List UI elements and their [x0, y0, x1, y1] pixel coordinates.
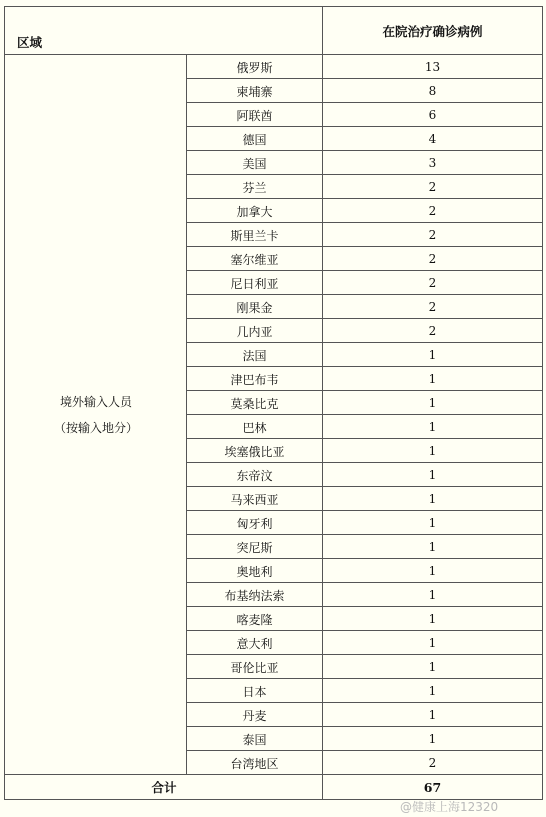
cases-value: 1	[428, 564, 437, 578]
country-name: 日本	[242, 684, 267, 699]
country-name: 法国	[242, 348, 267, 363]
row-divider	[186, 486, 542, 487]
cases-cell	[323, 631, 542, 655]
country-cell	[187, 631, 322, 655]
country-name: 台湾地区	[230, 756, 279, 771]
cases-cell	[323, 511, 542, 535]
cases-cell	[323, 655, 542, 679]
country-name: 刚果金	[236, 300, 273, 315]
cases-cell	[323, 79, 542, 103]
country-cell	[187, 247, 322, 271]
cases-value: 1	[428, 540, 437, 554]
row-divider	[186, 390, 542, 391]
cases-cell	[323, 607, 542, 631]
country-cell	[187, 559, 322, 583]
country-name: 美国	[242, 156, 267, 171]
cases-value: 2	[428, 204, 437, 218]
country-cell	[187, 487, 322, 511]
cases-cell	[323, 439, 542, 463]
country-cell	[187, 223, 322, 247]
row-divider	[186, 630, 542, 631]
cases-cell	[323, 151, 542, 175]
region-column-divider	[186, 55, 187, 775]
row-divider	[186, 438, 542, 439]
cases-value: 6	[428, 108, 437, 122]
group-region-cell	[5, 55, 187, 775]
total-value: 67	[423, 779, 442, 795]
row-divider	[186, 534, 542, 535]
cases-cell	[323, 535, 542, 559]
header-region-label: 区域	[17, 35, 43, 50]
cases-value: 1	[428, 588, 437, 602]
country-cell	[187, 463, 322, 487]
cases-value: 1	[428, 612, 437, 626]
country-cell	[187, 199, 322, 223]
cases-cell	[323, 727, 542, 751]
row-divider	[186, 678, 542, 679]
country-cell	[187, 391, 322, 415]
cases-cell	[323, 751, 542, 775]
country-cell	[187, 103, 322, 127]
country-name: 加拿大	[236, 204, 273, 219]
row-divider	[186, 126, 542, 127]
country-name: 阿联酋	[236, 108, 273, 123]
cases-value: 1	[428, 660, 437, 674]
country-name: 几内亚	[236, 324, 273, 339]
country-cell	[187, 439, 322, 463]
country-name: 德国	[242, 132, 267, 147]
cases-value: 1	[428, 468, 437, 482]
country-name: 埃塞俄比亚	[224, 444, 285, 459]
country-cell	[187, 655, 322, 679]
cases-cell	[323, 415, 542, 439]
row-divider	[186, 174, 542, 175]
country-name: 俄罗斯	[236, 60, 273, 75]
country-cell	[187, 727, 322, 751]
total-label-cell	[5, 775, 323, 799]
cases-value: 1	[428, 420, 437, 434]
cases-value: 2	[428, 180, 437, 194]
total-value-cell	[323, 775, 542, 799]
country-cell	[187, 607, 322, 631]
country-name: 布基纳法索	[224, 588, 285, 603]
cases-value: 1	[428, 492, 437, 506]
country-name: 东帝汶	[236, 468, 273, 483]
country-cell	[187, 751, 322, 775]
row-divider	[186, 726, 542, 727]
country-cell	[187, 703, 322, 727]
country-cell	[187, 535, 322, 559]
country-cell	[187, 511, 322, 535]
cases-cell	[323, 55, 542, 79]
country-name: 匈牙利	[236, 516, 273, 531]
country-name: 津巴布韦	[230, 372, 279, 387]
country-name: 尼日利亚	[230, 276, 279, 291]
country-cell	[187, 367, 322, 391]
row-divider	[186, 294, 542, 295]
country-name: 喀麦隆	[236, 612, 273, 627]
total-divider	[5, 774, 542, 775]
country-name: 芬兰	[242, 180, 267, 195]
cases-value: 1	[428, 732, 437, 746]
row-divider	[186, 750, 542, 751]
row-divider	[186, 462, 542, 463]
cases-value: 13	[424, 60, 441, 74]
header-cases-label: 在院治疗确诊病例	[382, 24, 483, 39]
cases-value: 1	[428, 516, 437, 530]
row-divider	[186, 342, 542, 343]
country-cell	[187, 127, 322, 151]
cases-cell	[323, 175, 542, 199]
cases-cell	[323, 223, 542, 247]
group-label-line1: 境外输入人员	[59, 395, 132, 409]
cases-cell	[323, 679, 542, 703]
country-cell	[187, 271, 322, 295]
country-cell	[187, 583, 322, 607]
row-divider	[186, 414, 542, 415]
watermark: @健康上海12320	[400, 800, 499, 814]
cases-cell	[323, 319, 542, 343]
cases-cell	[323, 463, 542, 487]
country-name: 马来西亚	[230, 492, 279, 507]
country-name: 哥伦比亚	[230, 660, 279, 675]
country-name: 奥地利	[236, 564, 273, 579]
group-label-line2: （按输入地分）	[53, 421, 138, 435]
country-name: 塞尔维亚	[230, 252, 279, 267]
country-cell	[187, 151, 322, 175]
cases-value: 3	[428, 156, 437, 170]
cases-cell	[323, 559, 542, 583]
header-region-cell	[5, 7, 323, 55]
cases-value: 8	[428, 84, 437, 98]
row-divider	[186, 150, 542, 151]
country-name: 泰国	[242, 732, 267, 747]
total-label: 合计	[151, 780, 177, 795]
row-divider	[186, 582, 542, 583]
row-divider	[186, 654, 542, 655]
cases-value: 1	[428, 372, 437, 386]
cases-value: 1	[428, 396, 437, 410]
country-name: 巴林	[242, 420, 267, 435]
country-name: 柬埔寨	[236, 84, 273, 99]
cases-cell	[323, 247, 542, 271]
cases-value: 2	[428, 228, 437, 242]
row-divider	[186, 78, 542, 79]
header-divider	[5, 54, 542, 55]
cases-cell	[323, 343, 542, 367]
row-divider	[186, 606, 542, 607]
country-name: 莫桑比克	[230, 396, 279, 411]
row-divider	[186, 246, 542, 247]
country-cell	[187, 679, 322, 703]
country-name: 意大利	[236, 636, 273, 651]
cases-value: 1	[428, 708, 437, 722]
row-divider	[186, 198, 542, 199]
row-divider	[186, 558, 542, 559]
cases-column-divider	[322, 7, 323, 799]
cases-value: 1	[428, 348, 437, 362]
cases-cell	[323, 127, 542, 151]
row-divider	[186, 510, 542, 511]
country-cell	[187, 55, 322, 79]
header-cases-cell	[323, 7, 542, 55]
row-divider	[186, 270, 542, 271]
cases-value: 1	[428, 636, 437, 650]
row-divider	[186, 102, 542, 103]
row-divider	[186, 318, 542, 319]
cases-value: 2	[428, 756, 437, 770]
cases-cell	[323, 487, 542, 511]
cases-value: 2	[428, 252, 437, 266]
cases-cell	[323, 703, 542, 727]
cases-cell	[323, 367, 542, 391]
cases-cell	[323, 271, 542, 295]
cases-value: 1	[428, 444, 437, 458]
cases-value: 4	[428, 132, 437, 146]
country-name: 斯里兰卡	[230, 228, 279, 243]
row-divider	[186, 222, 542, 223]
country-cell	[187, 415, 322, 439]
cases-cell	[323, 583, 542, 607]
row-divider	[186, 366, 542, 367]
cases-cell	[323, 199, 542, 223]
cases-value: 1	[428, 684, 437, 698]
cases-value: 2	[428, 324, 437, 338]
country-cell	[187, 319, 322, 343]
country-name: 丹麦	[242, 708, 267, 723]
country-cell	[187, 175, 322, 199]
row-divider	[186, 702, 542, 703]
country-name: 突尼斯	[236, 540, 273, 555]
cases-cell	[323, 103, 542, 127]
country-cell	[187, 295, 322, 319]
cases-table	[4, 6, 543, 800]
cases-value: 2	[428, 300, 437, 314]
country-cell	[187, 79, 322, 103]
cases-cell	[323, 391, 542, 415]
country-cell	[187, 343, 322, 367]
cases-cell	[323, 295, 542, 319]
cases-value: 2	[428, 276, 437, 290]
